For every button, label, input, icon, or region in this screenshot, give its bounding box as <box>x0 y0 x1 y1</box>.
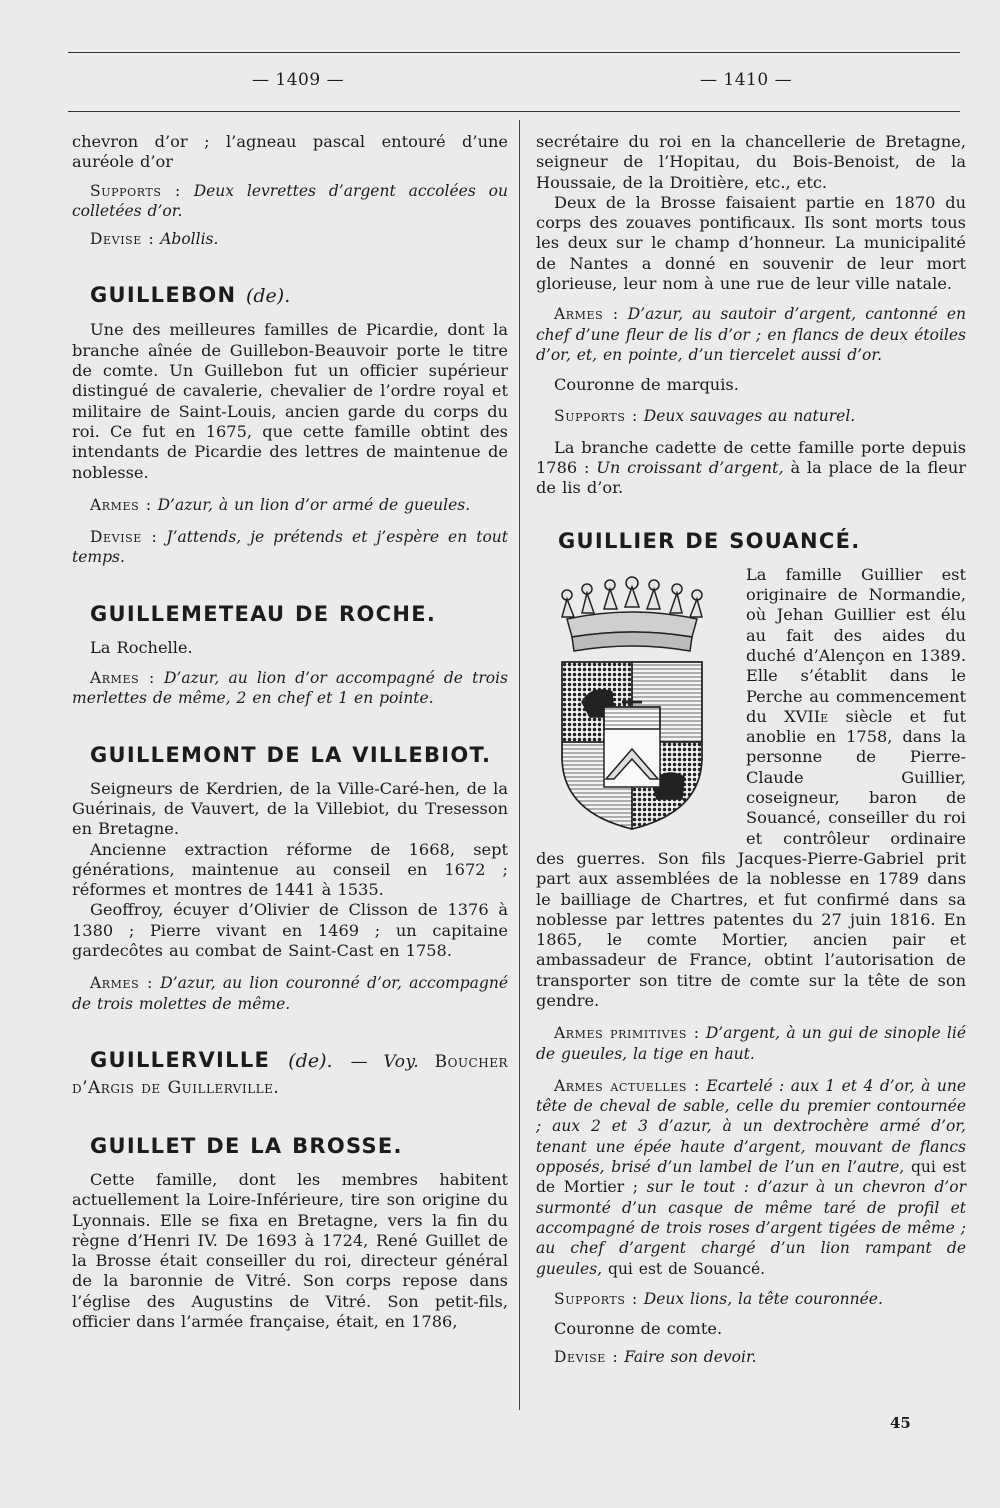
cadette-italic: Un croissant d’argent, <box>596 458 784 478</box>
armes-value: D’azur, au lion d’or accompagné de trois merlettes de même, 2 en chef et 1 en pointe. <box>72 669 508 708</box>
century-text: XVIIe <box>784 706 829 726</box>
entry-heading-guillemont: GUILLEMONT DE LA VILLEBIOT. <box>90 742 492 767</box>
entry-devise <box>536 1347 966 1367</box>
intro-text: chevron d’or ; l’agneau pascal entouré d’une auréole d’or <box>72 132 508 172</box>
entry-title-suffix: (de). <box>288 1049 333 1072</box>
armes-value: D’azur, au sautoir d’argent, cantonné en chef d’une fleur de lis d’or ; en flancs de deux étoiles d’or, et, en pointe, d’un tiercelet aussi d’or. <box>536 305 966 364</box>
armes-value: D’azur, au lion couronné d’or, accompagné de trois molettes de même. <box>72 974 509 1013</box>
xref-dash: — <box>350 1051 369 1072</box>
devise-label: Devise : <box>554 1348 619 1367</box>
devise-value: Abollis. <box>160 230 219 249</box>
armes-label: Armes : <box>90 669 155 688</box>
armes-value-d: qui est de Souancé. <box>608 1259 766 1278</box>
armes-value-b: qui est de Mortier ; <box>536 1158 966 1197</box>
supports-label: Supports : <box>554 406 638 425</box>
intro-devise <box>72 229 508 249</box>
xref-voy: Voy. <box>383 1051 420 1072</box>
armes-label: Armes : <box>90 495 152 514</box>
entry-armes <box>72 668 508 709</box>
armes-primitives <box>536 1023 966 1064</box>
cadette-end: à la place de la fleur de lis d’or. <box>536 458 966 498</box>
entry-supports <box>536 406 966 426</box>
guillier-text-a: La famille Guillier est originaire de Normandie, où Jehan Guillier est élu au fait des aides du duché d’Alençon en 1389. Elle s’établit dans le Perche au commencement du <box>746 564 966 726</box>
armes-label: Armes actuelles : <box>554 1076 700 1095</box>
entry-body: Seigneurs de Kerdrien, de la Ville-Caré-hen, de la Guérinais, de Vauvert, de la Villebiot, du Tresesson en Bretagne. <box>72 778 508 839</box>
couronne: Couronne de comte. <box>554 1319 723 1339</box>
couronne: Couronne de marquis. <box>554 375 739 395</box>
armes-value: D’azur, à un lion d’or armé de gueules. <box>157 495 471 514</box>
entry-body: La Rochelle. <box>90 637 193 657</box>
intro-supports <box>72 181 508 222</box>
continued-text: secrétaire du roi en la chancellerie de Bretagne, seigneur de l’Hopitau, du Bois-Benoist, de la Houssaie, de la Droitière, etc., etc. <box>536 132 966 192</box>
supports-label: Supports : <box>90 181 181 200</box>
entry-title-suffix: (de). <box>245 285 291 308</box>
entry-body: Une des meilleures familles de Picardie, dont la branche aînée de Guillebon-Beauvoir porte le titre de comte. Un Guillebon fut un officier supérieur distingué de cavalerie, chevalier de l’ordre royal et militaire de Saint-Louis, ancien garde du corps du roi. Ce fut en 1675, que cette famille obtint des intendants de Picardie des lettres de maintenue de noblesse. <box>72 320 508 482</box>
armes-value: D’argent, à un gui de sinople lié de gueules, la tige en haut. <box>536 1024 966 1063</box>
crown-icon <box>562 577 702 651</box>
entry-armes <box>72 495 508 515</box>
armes-label: Armes : <box>90 974 153 993</box>
header-rule-bottom <box>68 111 960 112</box>
armes-actuelles <box>536 1076 966 1279</box>
right-page-number: — 1410 — <box>700 70 793 90</box>
entry-title: GUILLEBON <box>90 283 237 308</box>
entry-armes <box>72 973 508 1014</box>
cadette-start: La branche cadette de cette famille porte depuis 1786 : <box>536 437 966 478</box>
supports-value: Deux sauvages au naturel. <box>643 406 856 425</box>
left-page-number: — 1409 — <box>252 70 345 90</box>
entry-devise <box>72 527 508 568</box>
coat-of-arms-image <box>532 567 732 837</box>
entry-supports <box>536 1289 966 1309</box>
entry-body: Ancienne extraction réforme de 1668, sept générations, maintenue au conseil en 1672 ; réformes et montres de 1441 à 1535. <box>72 839 508 900</box>
supports-label: Supports : <box>554 1289 638 1308</box>
right-column <box>536 132 966 1372</box>
entry-heading-guillerville <box>72 1048 508 1100</box>
guillier-text-b: siècle et fut anoblie en 1758, dans la personne de Pierre-Claude Guillier, coseigneur, baron de Souancé, conseiller du roi et contrôleur ordinaire des guerres. Son fils Jacques-Pierre-Gabriel prit part aux assemblées de la noblesse en 1789 dans le bailliage de Chartres, et fut confirmé dans sa noblesse par lettres patentes du 27 juin 1816. En 1865, le comte Mortier, ancien pair et ambassadeur de France, obtint l’autorisation de transporter son titre de comte sur la tête de son gendre. <box>536 706 966 1010</box>
entry-title: GUILLERVILLE <box>90 1047 271 1072</box>
devise-label: Devise : <box>90 528 158 547</box>
guillier-first-block <box>536 565 966 1012</box>
cadette-text <box>536 438 966 499</box>
column-divider <box>519 120 520 1410</box>
header-rule-top <box>68 52 960 53</box>
armes-value-c: sur le tout : d’azur à un chevron d’or surmonté d’un casque de même taré de profil et accompagné de trois roses d’argent tigées de même ; au chef d’argent chargé d’un lion rampant de gueules, <box>536 1178 966 1278</box>
entry-body: Geoffroy, écuyer d’Olivier de Clisson de 1376 à 1380 ; Pierre vivant en 1469 ; un capitaine gardecôtes au combat de Saint-Cast en 1758. <box>72 900 508 961</box>
entry-heading-guillemeteau: GUILLEMETEAU DE ROCHE. <box>90 601 437 626</box>
entry-heading-guillet: GUILLET DE LA BROSSE. <box>90 1133 403 1158</box>
devise-label: Devise : <box>90 230 155 249</box>
supports-value: Deux lions, la tête couronnée. <box>643 1289 883 1308</box>
armes-value-a: Ecartelé : aux 1 et 4 d’or, à une tête de cheval de sable, celle du premier contournée ; aux 2 et 3 d’azur, à un dextrochère armé d’or, tenant une épée haute d’argent, mouvant de flancs opposés, brisé d’un lambel de l’un en l’autre, <box>536 1076 966 1177</box>
armes-label: Armes primitives : <box>554 1024 700 1043</box>
xref-target: Boucher d’Argis de Guillerville. <box>72 1051 508 1098</box>
entry-armes <box>536 304 966 365</box>
entry-heading-guillier: GUILLIER DE SOUANCÉ. <box>558 528 861 553</box>
shield-icon <box>562 662 702 829</box>
supports-value: Deux levrettes d’argent accolées ou colletées d’or. <box>72 181 508 220</box>
continued-text: Deux de la Brosse faisaient partie en 1870 du corps des zouaves pontificaux. Ils sont morts tous les deux sur le champ d’honneur. La municipalité de Nantes a donné en souvenir de leur mort glorieuse, leur nom à une rue de leur ville natale. <box>536 192 966 294</box>
devise-value: Faire son devoir. <box>624 1348 757 1367</box>
armes-label: Armes : <box>554 305 619 324</box>
left-column <box>72 132 508 1332</box>
entry-heading-guillebon <box>72 283 508 308</box>
devise-value: J’attends, je prétends et j’espère en tout temps. <box>72 528 508 567</box>
signature-mark: 45 <box>890 1414 911 1432</box>
entry-body: Cette famille, dont les membres habitent actuellement la Loire-Inférieure, tire son origine du Lyonnais. Elle se fixa en Bretagne, vers la fin du règne d’Henri IV. De 1693 à 1724, René Guillet de la Brosse était conseiller du roi, directeur général de la baronnie de Vitré. Son corps repose dans l’église des Augustins de Vitré. Son petit-fils, officier dans l’armée française, était, en 1786, <box>72 1169 508 1331</box>
